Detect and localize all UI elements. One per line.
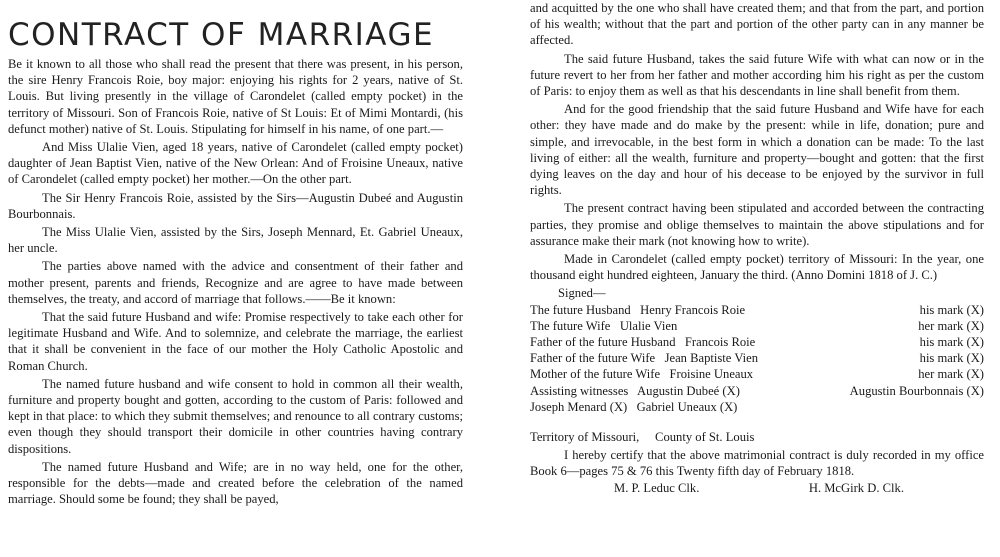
right-paragraph: The said future Husband, takes the said future Wife with what can now or in the future revert to her from her father and mother according him his right as per the custom of Paris: to enjoy them as well as that his descendants in line shall benefit from them. xyxy=(530,51,984,99)
territory-line: Territory of Missouri, County of St. Louis xyxy=(530,430,755,445)
signature-row xyxy=(530,350,984,366)
left-paragraph: Be it known to all those who shall read the present that there was present, in his person, the sire Henry Francois Roie, boy major: enjoying his rights for 2 years, native of St. Louis. But living presently in the village of Carondelet (called empty pocket) in the territory of Missouri. Son of Francois Roie, native of St Louis: Et of Mimi Montardi, (his defunct mother) native of St. Louis. Stipulating for himself in his name, of one part.— xyxy=(8,57,463,136)
right-paragraph: Made in Carondelet (called empty pocket) territory of Missouri: In the year, one thousand eight hundred eighteen, January the third. (Anno Domini 1818 of J. C.) xyxy=(530,252,984,283)
left-column xyxy=(8,0,463,507)
right-paragraph: And for the good friendship that the said future Husband and Wife have for each other: they have made and do make by the present: while in life, donation; pure and simple, and irrevocable, in the best form in which a donation can be made: To the last living of either: all the wealth, furniture and property—bought and gotten: that the first dying leaves on the day and hour of his decease to be enjoyed by the survivor in full rights. xyxy=(530,102,984,198)
right-paragraph: The present contract having been stipulated and accorded between the contracting parties, they promise and oblige themselves to maintain the above stipulations and for assurance make their mark (not knowing how to write). xyxy=(530,201,984,248)
left-paragraph: And Miss Ulalie Vien, aged 18 years, native of Carondelet (called empty pocket) daughter of Jean Baptist Vien, native of the New Orlean: And of Froisine Uneaux, native of Carondelet (called empty pocket) her mother.—On the other part. xyxy=(8,140,463,187)
left-paragraph: The parties above named with the advice and consentment of their father and mother present, parents and friends, Recognize and are agree to have made between themselves, the treaty, and accord of marriage that follows.——Be it known: xyxy=(8,259,463,306)
left-paragraph: The named future Husband and Wife; are in no way held, one for the other, responsible for the debts—made and created before the celebration of the named marriage. Should some be found; they shall be payed, xyxy=(8,459,463,507)
signature-row xyxy=(530,302,984,318)
left-paragraph: The Miss Ulalie Vien, assisted by the Sirs, Joseph Mennard, Et. Gabriel Uneaux, her uncle. xyxy=(8,225,463,256)
signature-row xyxy=(530,366,984,382)
signatory-name: Father of the future Husband Francois Roie xyxy=(530,335,756,350)
witness-first: Assisting witnesses Augustin Dubeé (X) xyxy=(530,383,740,398)
clerk-2: H. McGirk D. Clk. xyxy=(808,480,904,495)
signatory-mark: his mark (X) xyxy=(919,302,984,317)
witness-row xyxy=(530,383,984,399)
witness-line-2: Joseph Menard (X) Gabriel Uneaux (X) xyxy=(530,399,738,414)
signatory-name: Mother of the future Wife Froisine Uneaux xyxy=(530,367,754,382)
clerk-signatures xyxy=(530,480,984,496)
witness-second: Augustin Bourbonnais (X) xyxy=(849,383,984,398)
signed-label: Signed— xyxy=(558,286,606,301)
left-paragraph: That the said future Husband and wife: Promise respectively to take each other for legitimate Husband and Wife. And to solemnize, and celebrate the marriage, the earliest that it shall be convenient in the face of our mother the Holy Catholic Apostolic and Roman Church. xyxy=(8,310,463,373)
signatory-name: The future Wife Ulalie Vien xyxy=(530,318,678,333)
right-paragraph: and acquitted by the one who shall have created them; and that from the part, and portion of his wealth; without that the part and portion of the other party can in any manner be affected. xyxy=(530,1,984,48)
signatory-mark: his mark (X) xyxy=(919,351,984,366)
signature-row xyxy=(530,318,984,334)
signatory-mark: her mark (X) xyxy=(918,367,984,382)
signatory-name: Father of the future Wife Jean Baptiste Vien xyxy=(530,351,759,366)
signatory-name: The future Husband Henry Francois Roie xyxy=(530,302,746,317)
signatory-mark: her mark (X) xyxy=(918,318,984,333)
left-paragraph: The Sir Henry Francois Roie, assisted by the Sirs—Augustin Dubeé and Augustin Bourbonnais. xyxy=(8,190,463,221)
right-body xyxy=(530,0,984,283)
signature-list xyxy=(530,302,984,383)
signatory-mark: his mark (X) xyxy=(919,335,984,350)
clerk-1: M. P. Leduc Clk. xyxy=(614,480,700,495)
document-title: CONTRACT OF MARRIAGE xyxy=(8,17,435,53)
right-column xyxy=(530,0,984,496)
left-body xyxy=(8,56,463,507)
signature-row xyxy=(530,334,984,350)
certification: I hereby certify that the above matrimonial contract is duly recorded in my office Book 6—pages 75 & 76 this Twenty fifth day of February 1818. xyxy=(530,448,984,479)
left-paragraph: The named future husband and wife consent to hold in common all their wealth, furniture and property bought and gotten, according to the custom of Paris: followed and kept in that place: to which they submit themselves; and renounce to all contrary customs; even though they should transport their domicile in other countries having contrary dispositions. xyxy=(8,376,463,456)
